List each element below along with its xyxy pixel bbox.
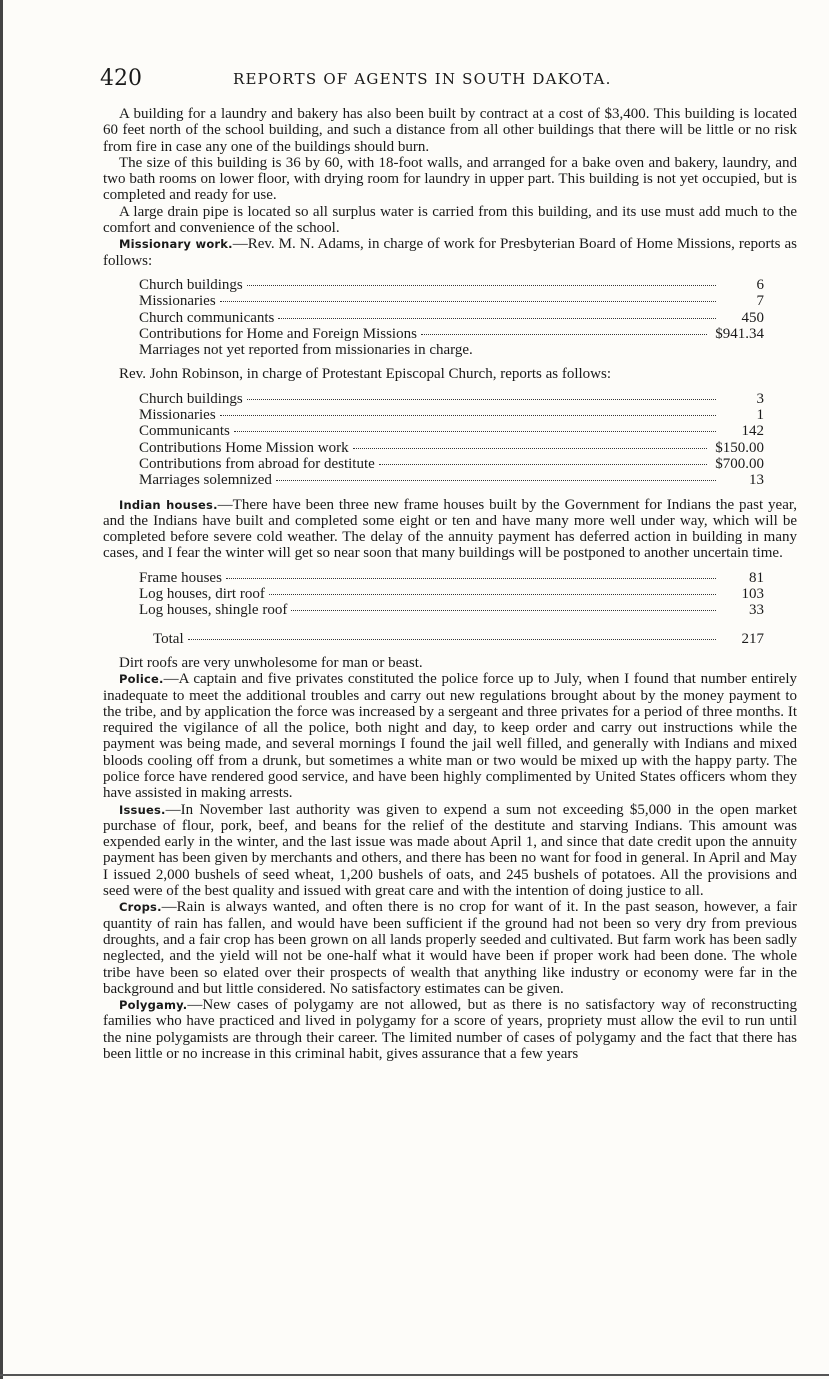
leader-dots [353,448,708,449]
leader-dots [220,415,716,416]
stats-label: Communicants [139,423,230,440]
paragraph-indian-houses [103,497,797,562]
paragraph-polygamy [103,997,797,1062]
presbyterian-stats-table [139,277,764,358]
body-text [103,106,797,1062]
stats-label: Log houses, dirt roof [139,586,265,603]
leader-dots [188,639,716,640]
indian-houses-heading: Indian houses. [119,497,218,512]
issues-text: —In November last authority was given to expend a sum not exceeding $5,000 in the open market purchase of flour, pork, beef, and beans for the relief of the destitute and starving Indians. This amount was expended early in the winter, and the last issue was made about April 1, and since that date credit upon the annuity payment has been given by merchants and others, and there has been no want for food in general. In April and May I issued 2,000 bushels of seed wheat, 1,200 bushels of oats, and 245 bushels of potatoes. All the provisions and seed were of the best quality and issued with great care and with the intention of doing justice to all. [103,801,797,900]
scan-bottom-edge [0,1374,829,1376]
stats-value: 81 [749,569,764,586]
page-header [100,66,790,92]
indian-houses-text: —There have been three new frame houses built by the Government for Indians the past year, and the Indians have built and completed some eight or ten and have many more well under way, which will be completed before severe cold weather. The delay of the annuity payment has deferred action in building in many cases, and I fear the winter will get so near soon that many buildings will be postponed to another uncertain time. [103,496,798,562]
stats-label: Church buildings [139,276,243,293]
polygamy-heading: Polygamy. [119,998,188,1013]
stats-row [139,570,764,586]
stats-row [139,391,764,407]
leader-dots [291,610,716,611]
leader-dots [247,285,716,286]
stats-label: Church communicants [139,309,275,326]
stats-value: 3 [756,390,764,407]
leader-dots [269,594,716,595]
paragraph-issues [103,802,797,900]
paragraph-crops [103,899,797,997]
stats-row [139,326,764,342]
stats-label: Missionaries [139,293,216,310]
crops-text: —Rain is always wanted, and often there is no crop for want of it. In the past season, however, a fair quantity of rain has fallen, and would have been sufficient if the ground had not been so very dry from previous droughts, and a fair crop has been grown on all lands properly seeded and cultivated. But farm work has been sadly neglected, and the yield will not be one-half what it would have been if proper work had been done. The whole tribe have been so elated over their prospects of wealth that anything like industry or economy were far in the background and but little considered. No satisfactory estimates can be given. [103,899,797,997]
leader-dots [226,578,716,579]
police-text: —A captain and five privates constituted the police force up to July, when I found that number entirely inadequate to meet the additional troubles and carry out new regulations brought about by the money payment to the tribe, and by application the force was increased by a sergeant and three privates for a period of three months. It required the vigilance of all the police, both night and day, to keep order and carry out instructions while the payment was being made, and several mornings I found the jail well filled, and generally with Indians and mixed bloods cooling off from a drunk, but sometimes a white man or two would be mixed up with the happy party. The police force have rendered good service, and have been highly complimented by United States officers whom they have assisted in making arrests. [103,671,797,802]
stats-value: 33 [749,602,764,619]
police-heading: Police. [119,672,164,687]
stats-row [139,440,764,456]
stats-total-label: Total [153,630,184,647]
stats-row [139,423,764,439]
page-number: 420 [100,66,142,91]
missionary-work-text: —Rev. M. N. Adams, in charge of work for Presbyterian Board of Home Missions, reports as follows: [103,236,797,269]
leader-dots [276,480,716,481]
stats-label: Log houses, shingle roof [139,602,288,619]
stats-value: 450 [741,309,764,326]
paragraph-missionary-work [103,236,797,269]
paragraph-drain-pipe: A large drain pipe is located so all surplus water is carried from this building, and its use must add much to the comfort and convenience of the school. [103,203,797,237]
stats-value: $150.00 [715,439,764,456]
stats-label: Marriages solemnized [139,472,272,489]
stats-label: Church buildings [139,390,243,407]
stats-label: Contributions from abroad for destitute [139,455,375,472]
leader-dots [278,318,716,319]
paragraph-building-size: The size of this building is 36 by 60, with 18-foot walls, and arranged for a bake oven and bakery, laundry, and two bath rooms on lower floor, with drying room for laundry in upper part. This building is not yet occupied, but is completed and ready for use. [103,154,797,204]
leader-dots [421,334,707,335]
issues-heading: Issues. [119,802,166,817]
stats-label: Missionaries [139,407,216,424]
crops-heading: Crops. [119,900,162,915]
polygamy-text: —New cases of polygamy are not allowed, but as there is no satisfactory way of reconstructing families who have practiced and lived in polygamy for a score of years, propriety must allow the evil to run until the nine polygamists are through their career. The limited number of cases of polygamy and the fact that there has been little or no increase in this criminal habit, gives assurance that a few years [103,997,797,1063]
leader-dots [234,431,716,432]
stats-row [139,293,764,309]
episcopal-stats-table [139,391,764,489]
houses-stats-table [139,570,764,647]
stats-row [139,310,764,326]
stats-row [139,277,764,293]
leader-dots [379,464,707,465]
stats-value: 13 [749,472,764,489]
paragraph-dirt-roofs: Dirt roofs are very unwholesome for man or beast. [119,654,423,671]
running-title: REPORTS OF AGENTS IN SOUTH DAKOTA. [233,70,612,88]
stats-value: 103 [741,586,764,603]
stats-value: 1 [756,407,764,424]
stats-value: 6 [756,276,764,293]
leader-dots [247,399,716,400]
leader-dots [220,301,716,302]
stats-total-row [153,631,764,647]
stats-row [139,407,764,423]
paragraph-police [103,671,797,801]
stats-label: Frame houses [139,569,222,586]
stats-value: 7 [756,293,764,310]
stats-value: $700.00 [715,455,764,472]
paragraph-robinson: Rev. John Robinson, in charge of Protestant Episcopal Church, reports as follows: [119,366,612,383]
stats-value: $941.34 [715,325,764,342]
paragraph-laundry: A building for a laundry and bakery has also been built by contract at a cost of $3,400. This building is located 60 feet north of the school building, and such a distance from all other buildings that there will be little or no risk from fire in case any one of the buildings should burn. [103,106,797,155]
missionary-work-heading: Missionary work. [119,237,233,252]
stats-label: Contributions for Home and Foreign Missions [139,325,417,342]
scan-edge [0,0,3,1379]
stats-row [139,472,764,488]
stats-label: Contributions Home Mission work [139,439,349,456]
stats-value: 142 [741,423,764,440]
stats-row [139,586,764,602]
stats-row [139,602,764,618]
stats-note: Marriages not yet reported from missionaries in charge. [139,342,473,359]
stats-row [139,456,764,472]
stats-total-value: 217 [741,630,764,647]
